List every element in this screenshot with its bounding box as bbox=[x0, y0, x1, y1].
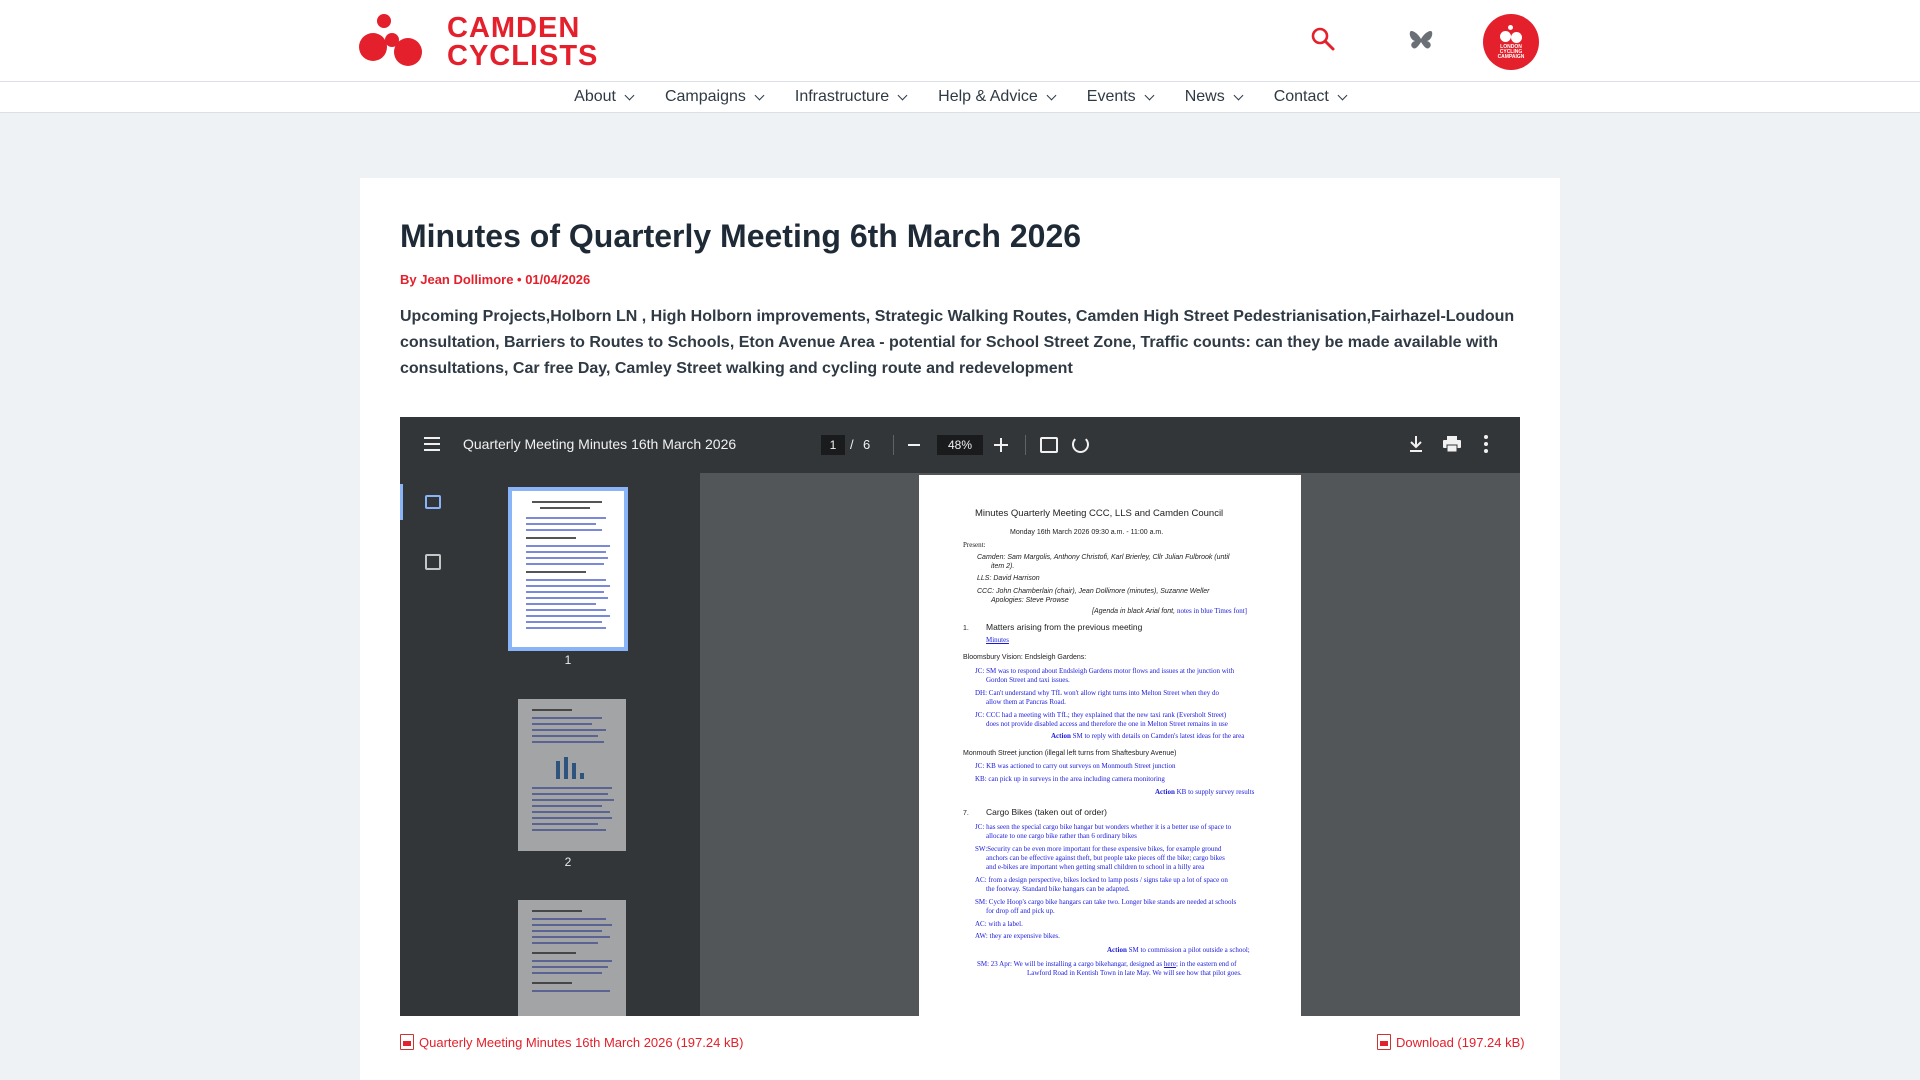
pdf-sidebar bbox=[400, 473, 700, 1016]
nav-item-about[interactable] bbox=[558, 82, 649, 113]
logo-circles-icon bbox=[359, 14, 425, 70]
pdf-item-heading: Cargo Bikes (taken out of order) bbox=[986, 807, 1107, 817]
pdf-page-1 bbox=[919, 475, 1301, 1016]
pdf-file-link[interactable] bbox=[400, 1034, 743, 1050]
pdf-note-line: DH: Can't understand why TfL won't allow right turns into Melton Street when they do bbox=[975, 689, 1219, 697]
article-title: Minutes of Quarterly Meeting 6th March 2026 bbox=[400, 218, 1082, 254]
pdf-note-line: and e-bikes are important when getting small children to school in a hilly area bbox=[986, 863, 1205, 871]
nav-label: News bbox=[1184, 88, 1225, 105]
zoom-out-icon[interactable] bbox=[908, 444, 920, 446]
pdf-note-text: ; in the eastern end of bbox=[1175, 960, 1237, 968]
pdf-note-line: AW: they are expensive bikes. bbox=[975, 932, 1060, 940]
chevron-down-icon bbox=[754, 90, 764, 100]
nav-label: Campaigns bbox=[664, 88, 746, 105]
chevron-down-icon bbox=[1233, 90, 1243, 100]
pdf-action-text: KB to supply survey results bbox=[1176, 788, 1255, 796]
pdf-action-label: Action bbox=[1107, 946, 1127, 954]
pdf-note-line: JC: has seen the special cargo bike hangar but wonders whether it is a better use of space to bbox=[975, 823, 1232, 831]
rotate-icon[interactable] bbox=[1072, 436, 1089, 453]
thumbnail-page-number: 2 bbox=[564, 855, 572, 869]
toolbar-divider bbox=[1025, 435, 1026, 455]
document-outline-icon[interactable] bbox=[425, 554, 441, 570]
fit-to-page-icon[interactable] bbox=[1040, 437, 1058, 453]
search-icon[interactable] bbox=[1310, 26, 1336, 52]
page-thumbnail-2[interactable] bbox=[518, 699, 626, 851]
page-thumbnail-1[interactable] bbox=[512, 491, 624, 647]
pdf-note-line: Gordon Street and taxi issues. bbox=[986, 676, 1070, 684]
bluesky-butterfly-icon[interactable] bbox=[1406, 26, 1436, 56]
nav-item-news[interactable] bbox=[1169, 82, 1258, 113]
pdf-note-text: SM: 23 Apr: We will be installing a cargo bikehangar, designed as bbox=[977, 960, 1163, 968]
logo-wordmark bbox=[447, 14, 598, 70]
more-options-icon[interactable] bbox=[1484, 435, 1488, 453]
pdf-action-line bbox=[1155, 788, 1254, 797]
zoom-in-icon[interactable] bbox=[994, 438, 1008, 452]
menu-icon[interactable] bbox=[424, 437, 440, 451]
chevron-down-icon bbox=[1144, 90, 1154, 100]
pdf-note-line: for drop off and pick up. bbox=[986, 907, 1055, 915]
pdf-note-line: Lawford Road in Kentish Town in late May. We will see how that pilot goes. bbox=[1027, 969, 1242, 977]
pdf-attendees-camden-2: item 2). bbox=[991, 563, 1015, 570]
pdf-here-link[interactable]: here bbox=[1163, 960, 1176, 968]
pdf-note-line: AC: from a design perspective, bikes locked to lamp posts / signs take up a lot of space on bbox=[975, 876, 1228, 884]
article-meta[interactable]: By Jean Dollimore • 01/04/2026 bbox=[400, 272, 591, 287]
pdf-document-title: Quarterly Meeting Minutes 16th March 2026 bbox=[463, 436, 737, 452]
pdf-note-line: does not provide disabled access and therefore the one in Melton Street remains in use bbox=[986, 720, 1228, 728]
pdf-heading: Minutes Quarterly Meeting CCC, LLS and Camden Council bbox=[975, 508, 1224, 519]
nav-label: Help & Advice bbox=[938, 88, 1038, 105]
pdf-subheading: Monmouth Street junction (illegal left turns from Shaftesbury Avenue) bbox=[963, 750, 1177, 757]
pdf-note-line: the footway. Standard bike hangars can be adapted. bbox=[986, 885, 1130, 893]
pdf-file-icon bbox=[1377, 1034, 1391, 1050]
nav-label: Contact bbox=[1273, 88, 1329, 105]
london-cycling-campaign-badge[interactable] bbox=[1483, 14, 1539, 70]
zoom-level-input[interactable]: 48% bbox=[937, 435, 983, 455]
nav-item-contact[interactable] bbox=[1258, 82, 1362, 113]
chevron-down-icon bbox=[1046, 90, 1056, 100]
pdf-minutes-link[interactable]: Minutes bbox=[986, 636, 1009, 644]
page-total: 6 bbox=[863, 437, 871, 452]
pdf-note-line: anchors can be effective against theft, but people take pieces off the bike; cargo bikes bbox=[986, 854, 1225, 862]
thumbnails-view-icon[interactable] bbox=[425, 495, 441, 509]
pdf-attendees-lls: LLS: David Harrison bbox=[977, 575, 1040, 582]
pdf-action-line bbox=[1107, 946, 1250, 955]
chevron-down-icon bbox=[898, 90, 908, 100]
pdf-action-label: Action bbox=[1155, 788, 1175, 796]
pdf-apologies: Apologies: Steve Prowse bbox=[991, 597, 1069, 604]
camden-cyclists-logo[interactable] bbox=[359, 14, 599, 70]
nav-item-events[interactable] bbox=[1071, 82, 1169, 113]
pdf-agenda-note-a: [Agenda in black Arial font, bbox=[1092, 608, 1176, 615]
site-header bbox=[0, 0, 1920, 82]
pdf-attendees-camden: Camden: Sam Margolis, Anthony Christofi, Karl Brierley, Cllr Julian Fulbrook (until bbox=[977, 554, 1230, 561]
pdf-file-link-label: Quarterly Meeting Minutes 16th March 2026 (197.24 kB) bbox=[419, 1034, 744, 1050]
pdf-item-heading: Matters arising from the previous meeting bbox=[986, 622, 1143, 632]
pdf-note-line: SW:Security can be even more important for these expensive bikes, for example ground bbox=[975, 845, 1222, 853]
pdf-note-line: JC: SM was to respond about Endsleigh Gardens motor flows and issues at the junction with bbox=[975, 667, 1235, 675]
pdf-subheading: Bloomsbury Vision: Endsleigh Gardens: bbox=[963, 654, 1087, 661]
logo-line-2: CYCLISTS bbox=[447, 40, 599, 72]
lcc-circles-icon bbox=[1500, 25, 1522, 43]
pdf-date: Monday 16th March 2026 09:30 a.m. - 11:00 a.m. bbox=[1010, 529, 1164, 536]
article-card bbox=[360, 178, 1560, 1080]
pdf-note-line: allow them at Pancras Road. bbox=[986, 698, 1066, 706]
pdf-action-line bbox=[1051, 732, 1244, 741]
pdf-note-line bbox=[977, 960, 1236, 969]
pdf-agenda-note-b: notes in blue Times font] bbox=[1176, 607, 1247, 615]
pdf-item-number: 7. bbox=[963, 810, 969, 817]
lcc-badge-text: LONDON CYCLING CAMPAIGN bbox=[1497, 43, 1525, 60]
pdf-file-icon bbox=[400, 1034, 414, 1050]
nav-item-infrastructure[interactable] bbox=[779, 82, 922, 113]
pdf-download-label: Download (197.24 kB) bbox=[1396, 1034, 1525, 1050]
pdf-action-text: SM to commission a pilot outside a school; bbox=[1128, 946, 1250, 954]
nav-label: About bbox=[574, 88, 616, 105]
chevron-down-icon bbox=[1337, 90, 1347, 100]
pdf-action-label: Action bbox=[1051, 732, 1071, 740]
active-tab-indicator bbox=[400, 484, 403, 520]
pdf-note-line: JC: KB was actioned to carry out surveys on Monmouth Street junction bbox=[975, 762, 1176, 770]
download-icon[interactable] bbox=[1408, 435, 1424, 453]
page-separator: / bbox=[850, 437, 854, 452]
page-number-input[interactable]: 1 bbox=[821, 435, 845, 455]
logo-line-1: CAMDEN bbox=[447, 12, 581, 44]
pdf-toolbar bbox=[400, 417, 1520, 473]
pdf-note-line: AC: with a label. bbox=[975, 920, 1023, 928]
pdf-note-line: KB: can pick up in surveys in the area including camera monitoring bbox=[975, 775, 1165, 783]
nav-label: Infrastructure bbox=[794, 88, 890, 105]
pdf-present: Present: bbox=[963, 541, 986, 549]
pdf-action-text: SM to reply with details on Camden's latest ideas for the area bbox=[1072, 732, 1245, 740]
pdf-note-line: SM: Cycle Hoop's cargo bike hangars can take two. Longer bike stands are needed at schools bbox=[975, 898, 1237, 906]
pdf-agenda-note bbox=[1092, 607, 1247, 616]
pdf-attendees-ccc: CCC: John Chamberlain (chair), Jean Dollimore (minutes), Suzanne Weller bbox=[977, 588, 1210, 595]
pdf-note-line: JC: CCC had a meeting with TfL; they explained that the new taxi rank (Eversholt Street) bbox=[975, 711, 1227, 719]
nav-item-help-advice[interactable] bbox=[922, 82, 1071, 113]
page-thumbnail-3[interactable] bbox=[518, 900, 626, 1016]
nav-label: Events bbox=[1086, 88, 1136, 105]
article-excerpt: Upcoming Projects,Holborn LN , High Holborn improvements, Strategic Walking Routes, Camden High Street Pedestrianisation,Fairhazel-Loudoun consultation, Barriers to Routes to Schools, Eton Avenue Area - potential for School Street Zone, Traffic counts: can they be made available with consultations, Car free Day, Camley Street walking and cycling route and redevelopment bbox=[400, 308, 1515, 377]
thumbnail-page-number: 1 bbox=[564, 653, 572, 667]
toolbar-divider bbox=[893, 435, 894, 455]
main-navigation bbox=[0, 82, 1920, 113]
chevron-down-icon bbox=[625, 90, 635, 100]
pdf-viewer[interactable] bbox=[400, 417, 1520, 1016]
print-icon[interactable] bbox=[1443, 436, 1461, 452]
pdf-download-link[interactable] bbox=[1377, 1034, 1525, 1050]
pdf-item-number: 1. bbox=[963, 625, 969, 632]
pdf-note-line: allocate to one cargo bike rather than 6 ordinary bikes bbox=[986, 832, 1137, 840]
nav-item-campaigns[interactable] bbox=[649, 82, 779, 113]
